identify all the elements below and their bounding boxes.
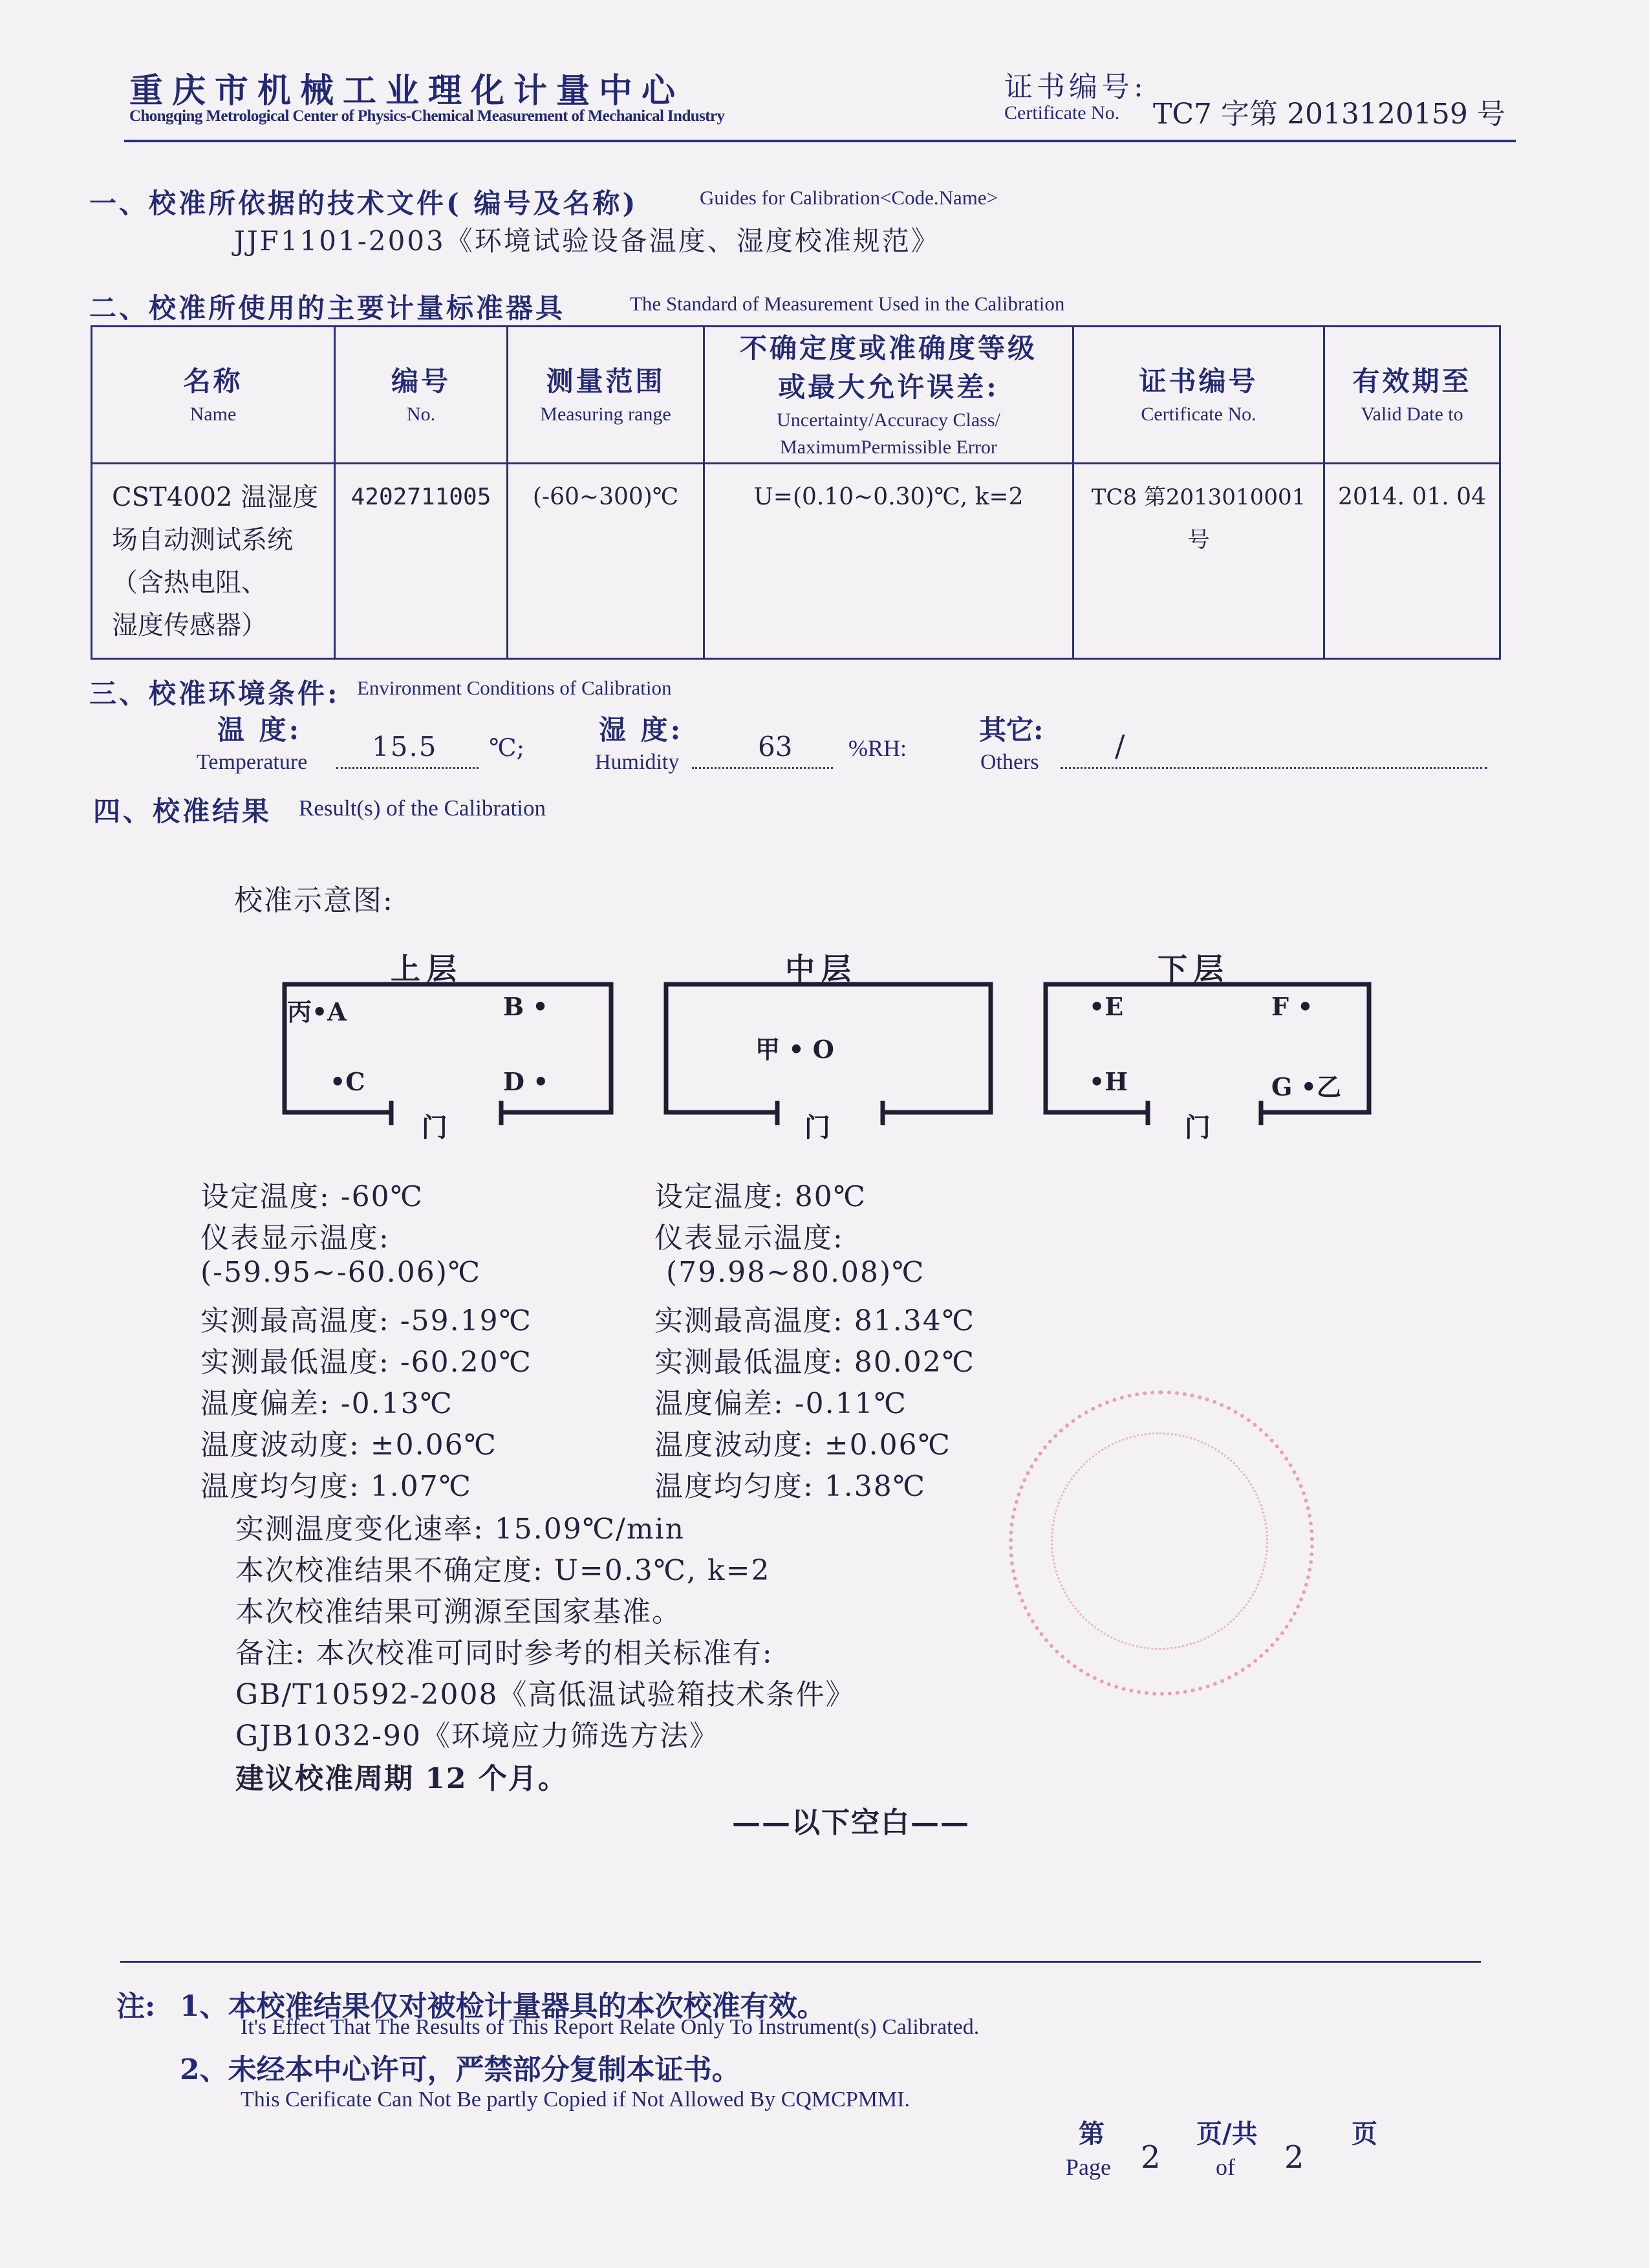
point-f: F • [1271,992,1313,1021]
header-divider [124,140,1516,142]
page-total: 2 [1284,2139,1304,2176]
others-value: / [1115,728,1125,763]
section1-heading-en: Guides for Calibration<Code.Name> [700,186,998,209]
left-deviation: 温度偏差: -0.13℃ [200,1387,453,1420]
right-min-temp: 实测最低温度: 80.02℃ [654,1346,975,1379]
note-label: 注: [116,1990,156,2023]
diagram-title: 校准示意图: [234,884,394,917]
point-a: 丙•A [287,997,347,1026]
section2-heading-en: The Standard of Measurement Used in the Calibration [630,292,1065,315]
left-uniformity: 温度均匀度: 1.07℃ [200,1470,472,1503]
right-fluctuation: 温度波动度: ±0.06℃ [654,1429,951,1462]
cell-number: 4202711005 [335,464,508,659]
temperature-line [336,767,479,769]
page-ye-label: 页 [1352,2119,1377,2149]
calibration-seal-inner [1051,1432,1268,1650]
col-certificate: 证书编号 Certificate No. [1073,327,1324,464]
left-fluctuation: 温度波动度: ±0.06℃ [200,1429,497,1462]
page-label-en: Page [1066,2154,1111,2180]
cell-range: (-60~300)℃ [508,464,704,659]
section3-heading-en: Environment Conditions of Calibration [357,676,672,699]
right-set-temp: 设定温度: 80℃ [654,1180,867,1213]
certificate-label-en: Certificate No. [1004,102,1120,124]
right-max-temp: 实测最高温度: 81.34℃ [654,1304,975,1337]
point-c: •C [330,1067,365,1096]
door-label-lower: 门 [1185,1112,1211,1143]
left-max-temp: 实测最高温度: -59.19℃ [200,1304,532,1337]
col-uncertainty: 不确定度或准确度等级 或最大允许误差: Uncertainty/Accuracy Class/ MaximumPermissible Error [704,327,1073,464]
result-uncertainty: 本次校准结果不确定度: U=0.3℃, k=2 [235,1554,771,1587]
note-2-en: This Cerificate Can Not Be partly Copied if Not Allowed By CQMCPMMI. [241,2088,911,2111]
change-rate: 实测温度变化速率: 15.09℃/min [235,1513,685,1546]
cell-name: CST4002 温湿度 场自动测试系统 （含热电阻、 湿度传感器） [92,464,335,659]
reference-standard-2: GJB1032-90《环境应力筛选方法》 [235,1720,719,1753]
cell-uncertainty: U=(0.10~0.30)℃, k=2 [704,464,1073,659]
right-display-range: (79.98~80.08)℃ [666,1256,925,1289]
certificate-number: TC7 字第 2013120159 号 [1153,98,1505,131]
section1-heading: 一、校准所依据的技术文件( 编号及名称) [89,188,638,219]
col-valid-date: 有效期至 Valid Date to [1324,327,1500,464]
others-label: 其它: [979,714,1044,746]
guide-document: JJF1101-2003《环境试验设备温度、湿度校准规范》 [234,225,940,257]
left-min-temp: 实测最低温度: -60.20℃ [200,1346,532,1379]
note-2: 2、未经本中心许可，严禁部分复制本证书。 [180,2053,740,2086]
section2-heading: 二、校准所使用的主要计量标准器具 [89,292,566,324]
point-h: •H [1089,1067,1128,1096]
humidity-label-en: Humidity [595,750,680,774]
lower-layer-title: 下层 [1158,951,1230,986]
calibration-period: 建议校准周期 12 个月。 [235,1762,568,1795]
left-display-label: 仪表显示温度: [200,1222,390,1255]
section4-heading-en: Result(s) of the Calibration [299,795,546,821]
note-1-en: It's Effect That The Results of This Report Relate Only To Instrument(s) Calibrated. [241,2015,980,2039]
point-e: •E [1089,992,1124,1021]
page-total-label: 页/共 [1196,2119,1258,2149]
right-deviation: 温度偏差: -0.11℃ [654,1387,907,1420]
others-line [1061,767,1487,769]
temperature-label: 温 度: [217,714,302,746]
center-name-en: Chongqing Metrological Center of Physics-Chemical Measurement of Mechanical Industry [129,107,725,125]
table-row [92,464,1500,659]
col-range: 测量范围 Measuring range [508,327,704,464]
section4-heading: 四、校准结果 [93,795,272,827]
cell-certificate: TC8 第2013010001 号 [1073,464,1324,659]
page-di-label: 第 [1079,2119,1105,2149]
temperature-unit: ℃; [489,733,525,762]
right-display-label: 仪表显示温度: [654,1222,844,1255]
point-b: B • [503,992,548,1021]
left-display-range: (-59.95~-60.06)℃ [200,1256,482,1289]
temperature-value: 15.5 [372,731,438,762]
center-name: 重庆市机械工业理化计量中心 [129,71,685,111]
certificate-label: 证书编号: [1004,70,1147,103]
section3-heading: 三、校准环境条件: [89,678,340,709]
point-o: 甲 • O [755,1035,834,1064]
table-header-row [92,327,1500,464]
standards-table [91,325,1501,660]
traceability: 本次校准结果可溯源至国家基准。 [235,1595,682,1628]
door-label-middle: 门 [804,1112,830,1143]
reference-standard-1: GB/T10592-2008《高低温试验箱技术条件》 [235,1678,856,1711]
page-of-label: of [1216,2154,1235,2180]
temperature-label-en: Temperature [197,750,308,774]
middle-layer-title: 中层 [785,951,857,986]
right-uniformity: 温度均匀度: 1.38℃ [654,1470,926,1503]
end-of-results: ——以下空白—— [732,1806,970,1839]
point-d: D • [503,1067,549,1096]
left-set-temp: 设定温度: -60℃ [200,1180,424,1213]
upper-layer-title: 上层 [391,951,463,986]
note-1: 1、本校准结果仅对被检计量器具的本次校准有效。 [180,1990,826,2023]
door-label-upper: 门 [422,1112,447,1143]
footer-divider [120,1961,1481,1963]
point-g: G •乙 [1271,1072,1341,1101]
page-current: 2 [1141,2139,1161,2176]
col-number: 编号 No. [335,327,508,464]
col-name: 名称 Name [92,327,335,464]
cell-valid-date: 2014. 01. 04 [1324,464,1500,659]
humidity-unit: %RH: [848,735,907,761]
remark: 备注: 本次校准可同时参考的相关标准有: [235,1637,773,1670]
others-label-en: Others [980,750,1039,774]
humidity-label: 湿 度: [599,714,684,746]
humidity-line [692,767,833,769]
humidity-value: 63 [758,731,793,762]
